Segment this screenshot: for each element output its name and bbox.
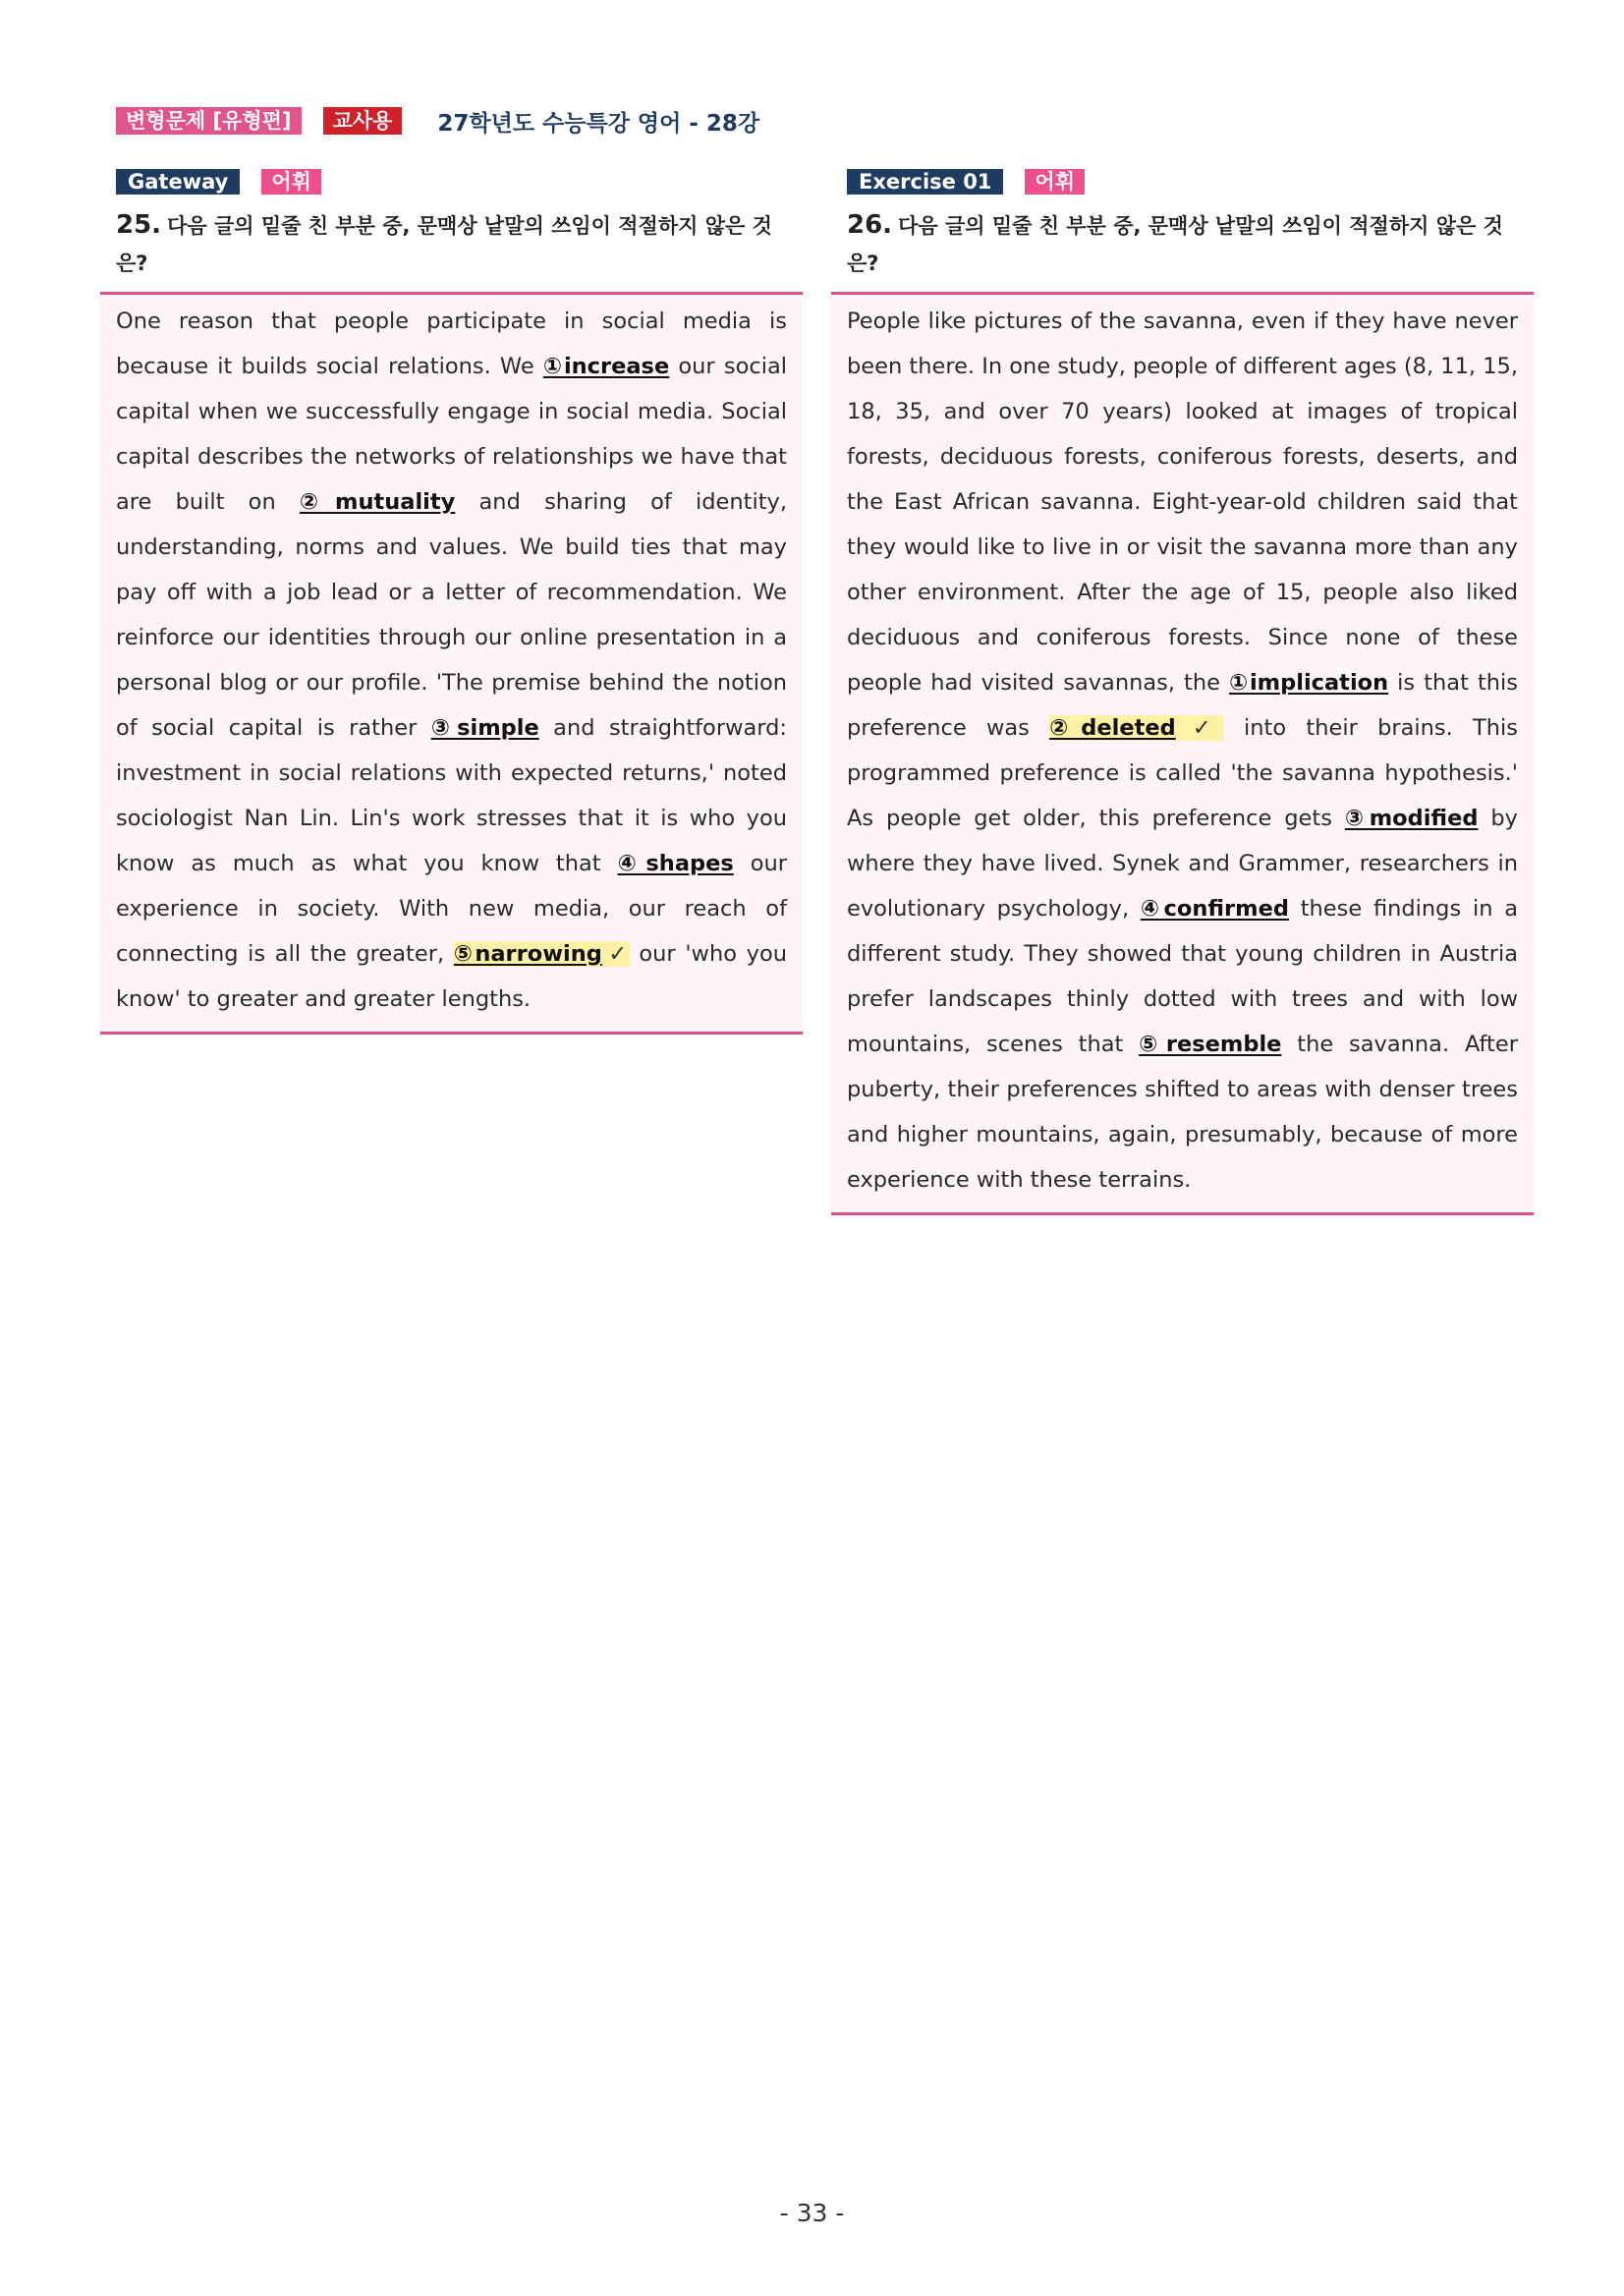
question-number: 25. xyxy=(116,210,162,240)
passage-text: by where they have lived. Synek and Grammer, researchers in evolutionary psychology, xyxy=(847,806,1518,922)
passage-text: our social capital when we successfully engage in social media. Social capital describes the networks of relationships we have that are built on xyxy=(116,354,787,515)
underlined-word: ④shapes xyxy=(617,851,734,876)
passage xyxy=(100,295,803,1035)
answer-highlight xyxy=(454,941,630,967)
section-label: Exercise 01 xyxy=(847,169,1003,195)
underlined-word: ⑤resemble xyxy=(1139,1032,1282,1057)
question-text: 다음 글의 밑줄 친 부분 중, 문맥상 낱말의 쓰임이 적절하지 않은 것은? xyxy=(847,214,1503,275)
page-header xyxy=(116,106,759,136)
right-column xyxy=(831,169,1534,1215)
underlined-word: ②mutuality xyxy=(299,489,456,515)
passage-text: our experience in society. With new media, our reach of connecting is all the greater, xyxy=(116,851,787,967)
answer-highlight xyxy=(1049,715,1224,741)
category-tag: 변형문제 [유형편] xyxy=(116,107,302,135)
underlined-word: ②deleted xyxy=(1049,715,1176,741)
passage-text: One reason that people participate in social media is because it builds social relations. We xyxy=(116,308,787,379)
question-prompt xyxy=(116,206,784,282)
question-prompt xyxy=(847,206,1515,282)
passage-text: is that this preference was xyxy=(847,670,1518,741)
passage-text: and straightforward: investment in social relations with expected returns,' noted sociologist Nan Lin. Lin's work stresses that it is who you know as much as what you know that xyxy=(116,715,787,876)
section-label: Gateway xyxy=(116,169,240,195)
underlined-word: ③modified xyxy=(1344,806,1479,831)
passage-text: into their brains. This programmed preference is called 'the savanna hypothesis.' As people get older, this preference gets xyxy=(847,715,1518,831)
type-label: 어휘 xyxy=(261,169,321,195)
question-text: 다음 글의 밑줄 친 부분 중, 문맥상 낱말의 쓰임이 적절하지 않은 것은? xyxy=(116,214,772,275)
passage-text: and sharing of identity, understanding, norms and values. We build ties that may pay off with a job lead or a letter of recommendation. We reinforce our identities through our online presentation in a personal blog or our profile. 'The premise behind the notion of social capital is rather xyxy=(116,489,787,741)
underlined-word: ④confirmed xyxy=(1140,896,1289,922)
underlined-word: ③simple xyxy=(430,715,539,741)
question-labels xyxy=(116,169,803,195)
underlined-word: ①increase xyxy=(542,354,670,379)
passage-text: the savanna. After puberty, their preferences shifted to areas with denser trees and higher mountains, again, presumably, because of more experience with these terrains. xyxy=(847,1032,1518,1193)
left-column xyxy=(100,169,803,1035)
underlined-word: ⑤narrowing xyxy=(453,941,602,967)
page-number: - 33 - xyxy=(779,2199,845,2227)
check-mark-icon: ✓ xyxy=(605,941,630,967)
passage-text: our 'who you know' to greater and greater lengths. xyxy=(116,941,787,1012)
page-title: 27학년도 수능특강 영어 - 28강 xyxy=(437,110,760,137)
passage xyxy=(831,295,1534,1215)
question-number: 26. xyxy=(847,210,893,240)
underlined-word: ①implication xyxy=(1229,670,1389,696)
passage-text: these findings in a different study. They showed that young children in Austria prefer landscapes thinly dotted with trees and with low mountains, scenes that xyxy=(847,896,1518,1057)
question-labels xyxy=(847,169,1534,195)
teacher-tag: 교사용 xyxy=(323,107,403,135)
passage-text: People like pictures of the savanna, even if they have never been there. In one study, people of different ages (8, 11, 15, 18, 35, and over 70 years) looked at images of tropical forests, deciduous forests, coniferous forests, deserts, and the East African savanna. Eight-year-old children said that they would like to live in or visit the savanna more than any other environment. After the age of 15, people also liked deciduous and coniferous forests. Since none of these people had visited savannas, the xyxy=(847,308,1518,696)
check-mark-icon: ✓ xyxy=(1179,715,1224,741)
type-label: 어휘 xyxy=(1025,169,1085,195)
